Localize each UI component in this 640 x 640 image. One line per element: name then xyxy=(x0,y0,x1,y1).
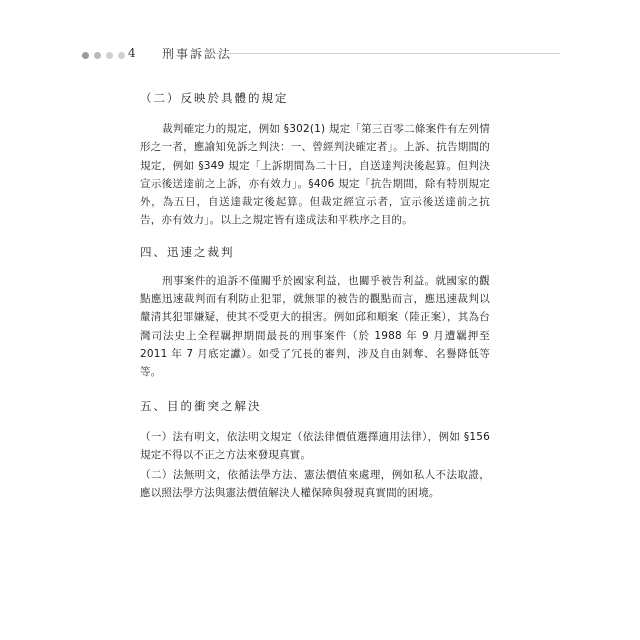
header-dots-decoration xyxy=(82,52,125,59)
section-heading: 五、目的衝突之解決 xyxy=(140,398,262,413)
list-item: （一）法有明文，依法明文規定（依法律價值選擇適用法律），例如 §156 規定不得以不正之方法來發現真實。 xyxy=(140,430,490,461)
page-body xyxy=(140,88,490,503)
paragraph: 刑事案件的追訴不僅關乎於國家利益，也關乎被告利益。就國家的觀點應迅速裁判而有利防止犯罪，就無罪的被告的觀點而言，應迅速裁判以釐清其犯罪嫌疑，使其不受更大的損害。例如邱和順案（陸正案），其為台灣司法史上全程羈押期間最長的刑事案件（於 1988 年 9 月遭羈押至 2011 年 7 月底定讞）。如受了冗長的審判，涉及自由剝奪、名譽降低等等。 xyxy=(140,274,490,379)
book-title: 刑事訴訟法 xyxy=(162,47,233,61)
dot-icon xyxy=(82,52,89,59)
paragraph: 裁判確定力的規定，例如 §302(1) 規定「第三百零二條案件有左列情形之一者，應諭知免訴之判決：一、曾經判決確定者」。上訴、抗告期間的規定，例如 §349 規定「上訴期間為二十日，自送達判決後起算。但判決宣示後送達前之上訴，亦有效力」。§406 規定「抗告期間，除有特別規定外，為五日，自送達裁定後起算。但裁定經宣示者，宣示後送達前之抗告，亦有效力」。以上之規定皆有達成法和平秩序之目的。 xyxy=(140,123,490,227)
section-heading: 四、迅速之裁判 xyxy=(140,244,235,259)
header-rule xyxy=(210,53,560,54)
list-item: （二）法無明文，依循法學方法、憲法價值來處理，例如私人不法取證，應以照法學方法與憲法價值解決人權保障與發現真實間的困境。 xyxy=(140,469,490,500)
dot-icon xyxy=(106,52,113,59)
dot-icon xyxy=(94,52,101,59)
page-number: 4 xyxy=(128,46,136,60)
section-heading: （二）反映於具體的規定 xyxy=(140,91,289,105)
page-header xyxy=(0,0,640,70)
dot-icon xyxy=(118,52,125,59)
